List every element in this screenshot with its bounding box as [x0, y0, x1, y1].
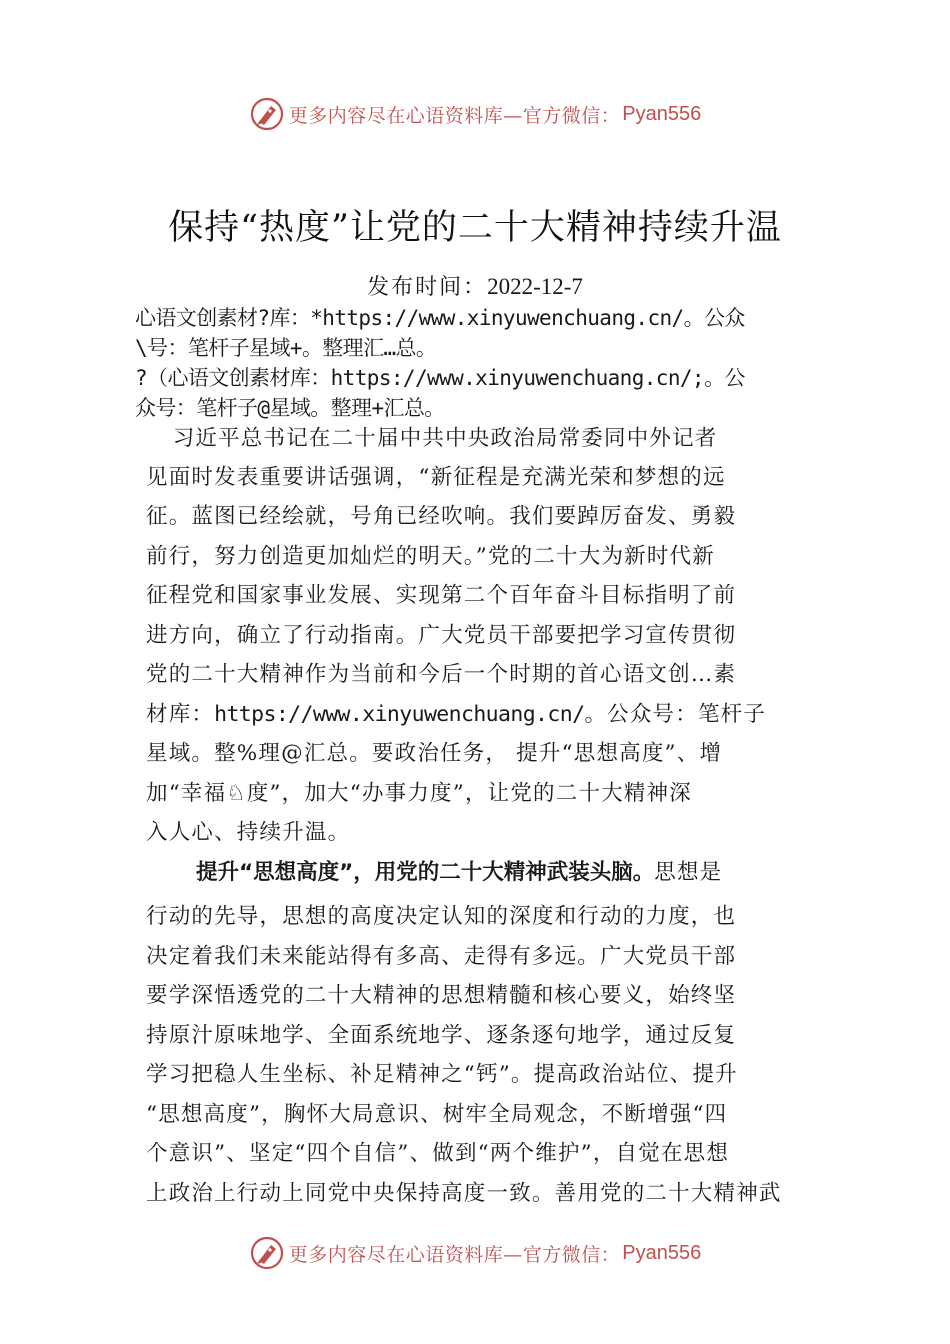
body-line: 征程党和国家事业发展、实现第二个百年奋斗目标指明了前 [146, 583, 737, 608]
body-line: “思想高度”，胸怀大局意识、树牢全局观念，不断增强“四 [146, 1102, 728, 1127]
body-line [146, 697, 766, 728]
pen-nib-icon [249, 1235, 285, 1271]
body-line: 要学深悟透党的二十大精神的思想精髓和核心要义，始终坚 [146, 983, 737, 1008]
page-title: 保持“热度”让党的二十大精神持续升温 [168, 208, 782, 248]
footer-banner [0, 1231, 950, 1275]
banner-text: 更多内容尽在心语资料库—官方微信： [288, 104, 621, 127]
body-text: 。公众号：笔杆子 [584, 702, 767, 727]
publish-date-label: 发布时间： [367, 275, 488, 300]
source-line: 众号：笔杆子@星域。整理+汇总。 [135, 396, 445, 420]
source-line: 心语文创素材?库：*https://www.xinyuwenchuang.cn/。公众 [135, 306, 745, 330]
body-text: 材库： [146, 702, 215, 727]
body-text: 思想是 [654, 860, 723, 885]
body-line: 学习把稳人生坐标、补足精神之“钙”。提高政治站位、提升 [146, 1062, 738, 1087]
body-line: 上政治上行动上同党中央保持高度一致。善用党的二十大精神武 [146, 1181, 782, 1206]
body-line: 入人心、持续升温。 [146, 820, 351, 845]
body-line: 见面时发表重要讲话强调，“新征程是充满光荣和梦想的远 [146, 465, 726, 490]
body-line: 加“幸福♘度”，加大“办事力度”，让党的二十大精神深 [146, 781, 692, 806]
banner-account: Pyan556 [622, 1241, 702, 1264]
body-line: 前行，努力创造更加灿烂的明天。”党的二十大为新时代新 [146, 544, 715, 569]
publish-date-value: 2022-12-7 [487, 274, 583, 299]
section-heading-line [196, 855, 722, 886]
section-heading: 提升“思想高度”，用党的二十大精神武装头脑。 [196, 860, 655, 885]
pen-nib-icon [249, 96, 285, 132]
body-line: 个意识”、坚定“四个自信”、做到“两个维护”，自觉在思想 [146, 1141, 730, 1166]
header-banner [0, 92, 950, 136]
body-line: 征。蓝图已经绘就，号角已经吹响。我们要踔厉奋发、勇毅 [146, 504, 737, 529]
publish-date [0, 270, 950, 301]
body-line: 党的二十大精神作为当前和今后一个时期的首心语文创…素 [146, 662, 737, 687]
body-url: https://www.xinyuwenchuang.cn/ [214, 702, 585, 727]
body-line: 习近平总书记在二十届中共中央政治局常委同中外记者 [150, 426, 718, 451]
body-line: 行动的先导，思想的高度决定认知的深度和行动的力度，也 [146, 904, 737, 929]
body-line: 星域。整%理@汇总。要政治任务， 提升“思想高度”、增 [146, 741, 723, 766]
banner-text: 更多内容尽在心语资料库—官方微信： [288, 1243, 621, 1266]
source-line: \号：笔杆子星域+。整理汇…总。 [135, 336, 437, 360]
banner-account: Pyan556 [622, 102, 702, 125]
body-line: 决定着我们未来能站得有多高、走得有多远。广大党员干部 [146, 944, 737, 969]
body-line: 进方向，确立了行动指南。广大党员干部要把学习宣传贯彻 [146, 623, 737, 648]
body-line: 持原汁原味地学、全面系统地学、逐条逐句地学，通过反复 [146, 1023, 737, 1048]
source-line: ?（心语文创素材库：https://www.xinyuwenchuang.cn/;。公 [135, 366, 745, 390]
